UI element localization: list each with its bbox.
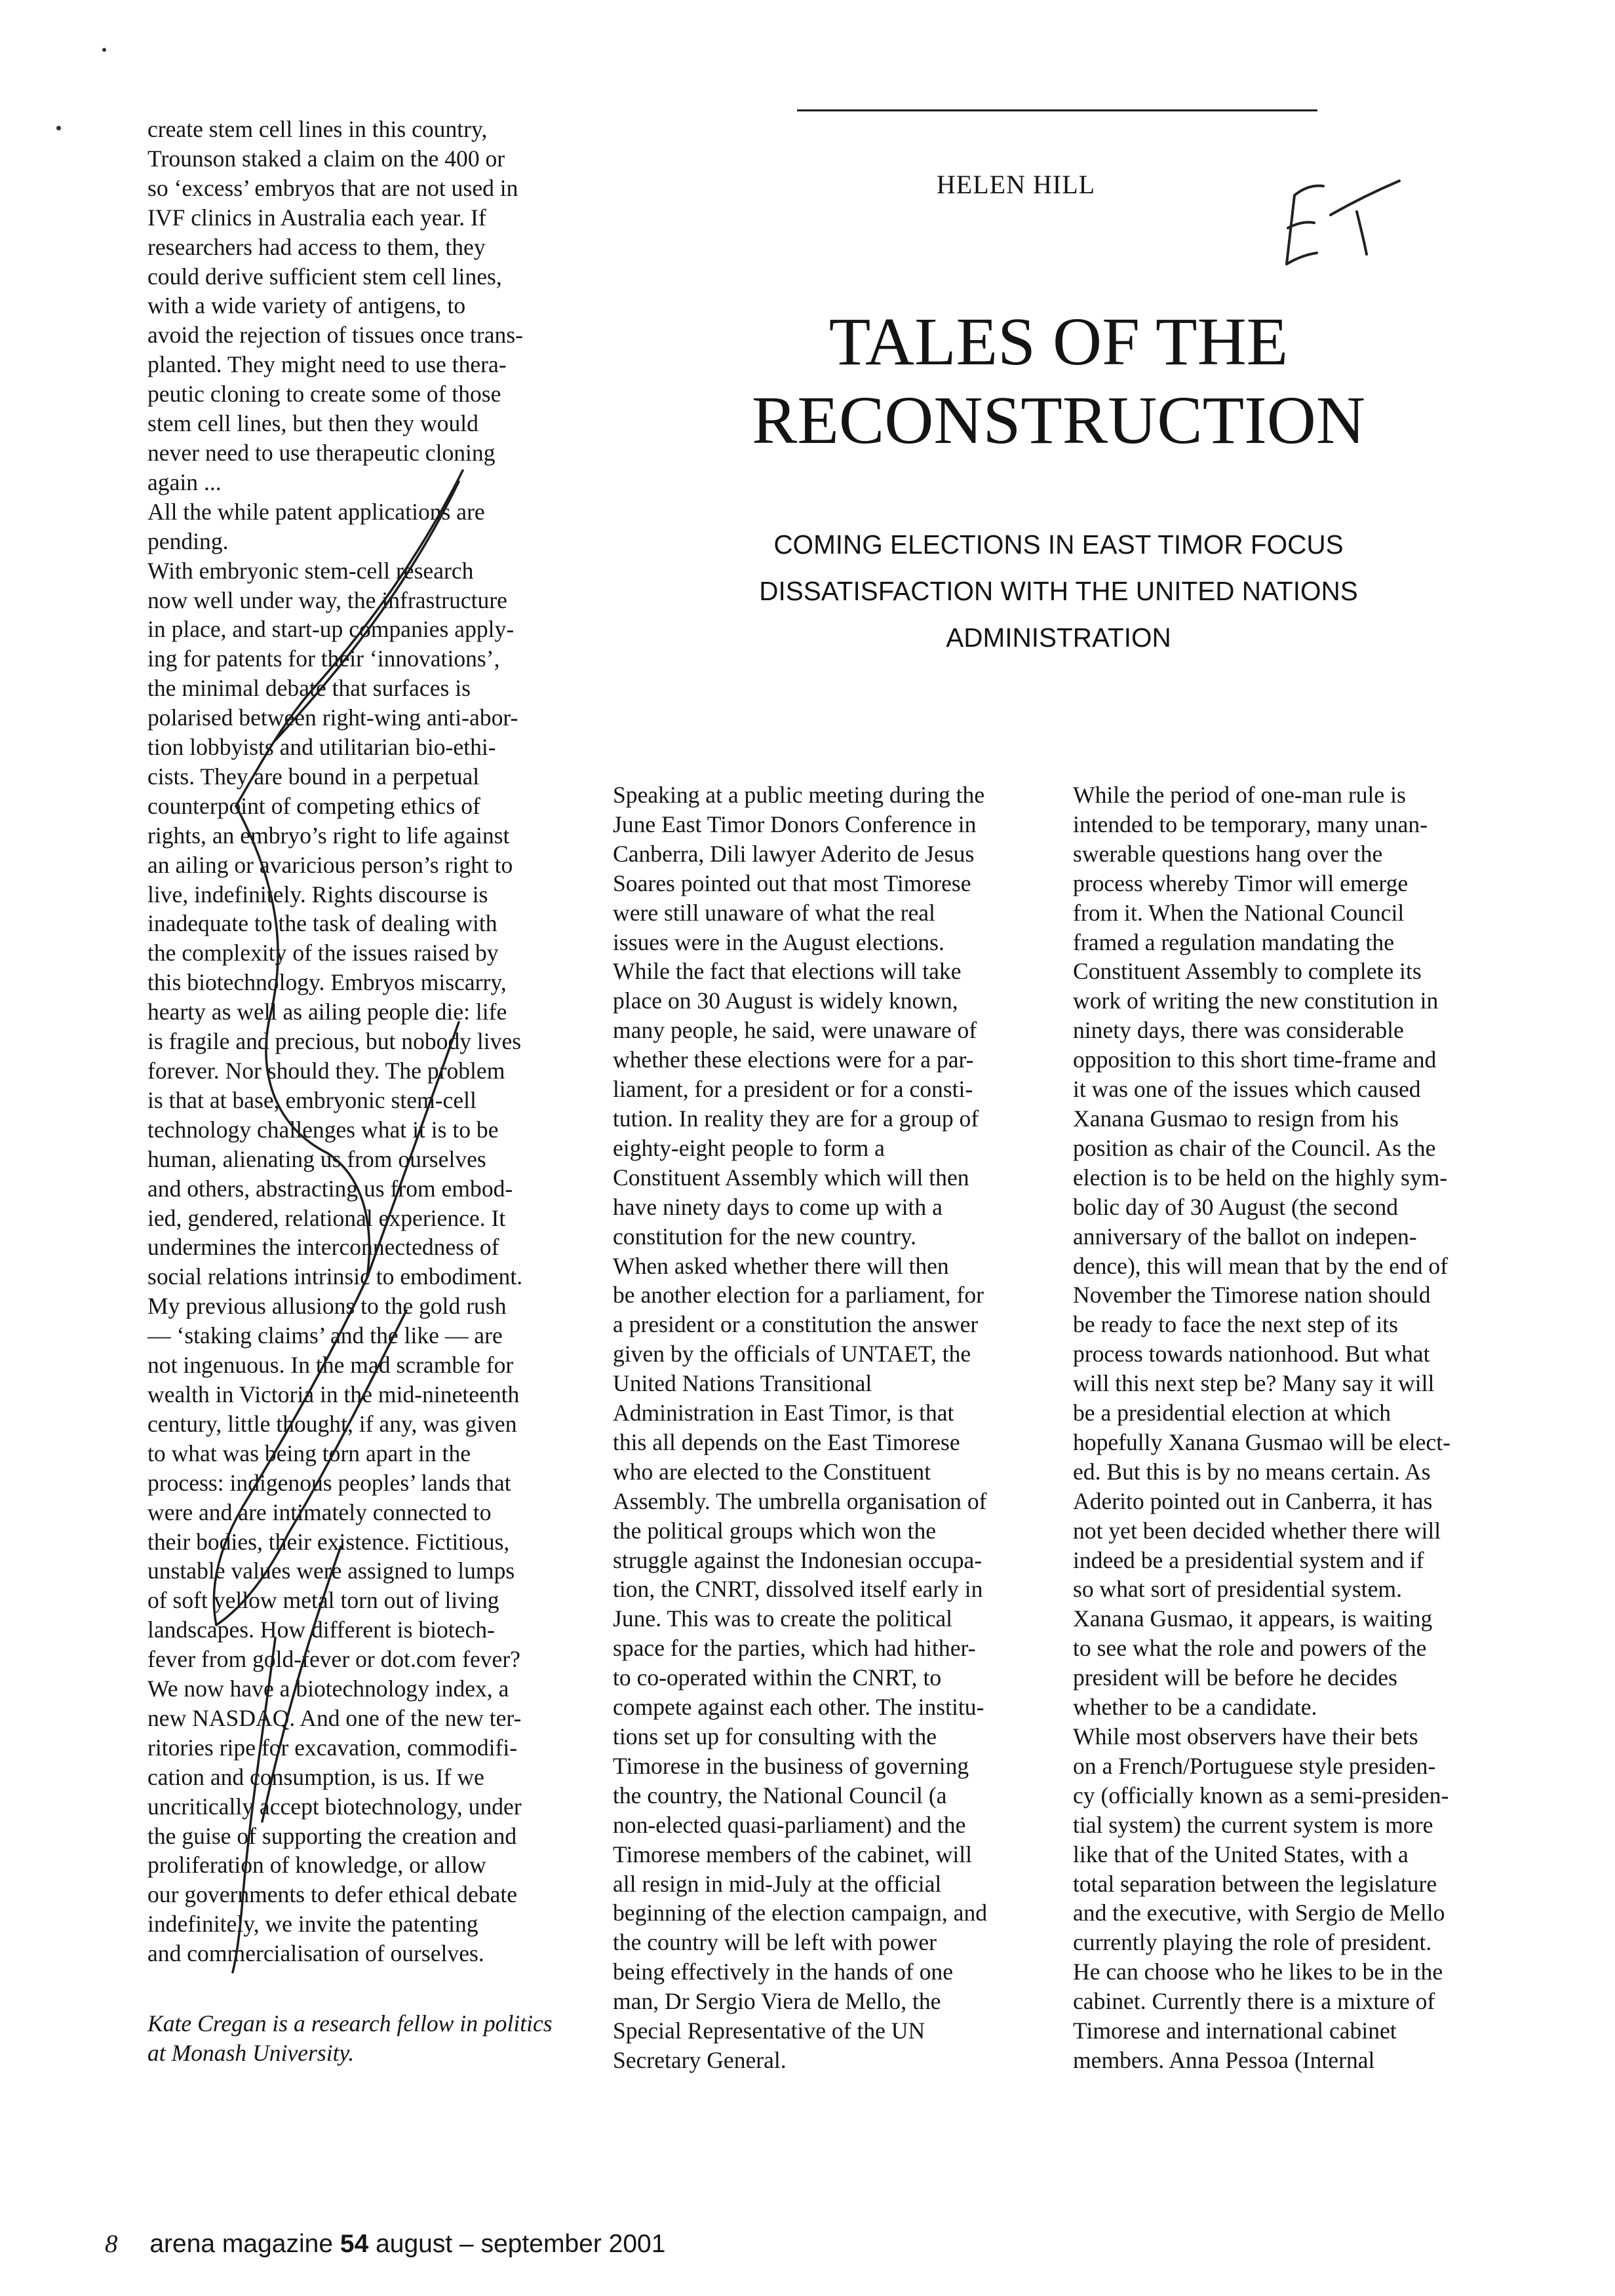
text-line: an ailing or avaricious person’s right to: [147, 851, 513, 878]
text-line: inadequate to the task of dealing with: [147, 910, 497, 937]
text-line: new NASDAQ. And one of the new ter-: [147, 1704, 522, 1731]
text-line: the country will be left with power: [613, 1929, 937, 1956]
text-line: cy (officially known as a semi-presiden-: [1073, 1782, 1449, 1808]
text-line: whether to be a candidate.: [1073, 1694, 1317, 1721]
text-line: were and are intimately connected to: [147, 1499, 492, 1525]
page-number: 8: [105, 2230, 118, 2258]
text-line: Constituent Assembly to complete its: [1073, 958, 1422, 985]
text-line: of soft yellow metal torn out of living: [147, 1587, 499, 1614]
text-line: human, alienating us from ourselves: [147, 1145, 486, 1172]
text-line: June East Timor Donors Conference in: [613, 811, 977, 837]
text-line: compete against each other. The institu-: [613, 1694, 984, 1721]
text-line: and commercialisation of ourselves.: [147, 1940, 484, 1967]
text-line: ninety days, there was considerable: [1073, 1017, 1404, 1044]
text-line: currently playing the role of president.: [1073, 1929, 1432, 1956]
text-line: many people, he said, were unaware of: [613, 1017, 977, 1044]
text-line: process whereby Timor will emerge: [1073, 870, 1409, 896]
text-line: Kate Cregan is a research fellow in politics: [147, 2010, 553, 2037]
text-line: wealth in Victoria in the mid-nineteenth: [147, 1381, 520, 1407]
text-line: were still unaware of what the real: [613, 899, 935, 926]
text-line: and others, abstracting us from embod-: [147, 1175, 513, 1202]
text-line: in place, and start-up companies apply-: [147, 616, 515, 643]
text-line: whether these elections were for a par-: [613, 1046, 974, 1073]
text-line: hearty as well as ailing people die: life: [147, 999, 507, 1025]
text-line: All the while patent applications are: [147, 498, 485, 525]
article-subtitle: [721, 522, 1396, 661]
text-line: tution. In reality they are for a group of: [613, 1105, 979, 1132]
text-line: Timorese members of the cabinet, will: [613, 1841, 973, 1867]
text-line: from it. When the National Council: [1073, 899, 1405, 926]
text-line: position as chair of the Council. As the: [1073, 1134, 1436, 1161]
text-line: He can choose who he likes to be in the: [1073, 1959, 1443, 1985]
text-line: Secretary General.: [613, 2046, 787, 2073]
text-line: IVF clinics in Australia each year. If: [147, 204, 486, 231]
text-line: eighty-eight people to form a: [613, 1134, 885, 1161]
text-line: so what sort of presidential system.: [1073, 1576, 1402, 1603]
text-line: My previous allusions to the gold rush: [147, 1293, 507, 1320]
text-line: like that of the United States, with a: [1073, 1841, 1409, 1867]
text-line: live, indefinitely. Rights discourse is: [147, 881, 488, 908]
author-bio: [147, 2009, 553, 2068]
text-line: be another election for a parliament, for: [613, 1282, 984, 1309]
text-line: forever. Nor should they. The problem: [147, 1058, 505, 1084]
text-line: Xanana Gusmao to resign from his: [1073, 1105, 1399, 1132]
right-column-text: [1073, 780, 1450, 2075]
text-line: United Nations Transitional: [613, 1370, 872, 1397]
text-line: this biotechnology. Embryos miscarry,: [147, 969, 507, 996]
text-line: Timorese and international cabinet: [1073, 2018, 1397, 2044]
text-line: with a wide variety of antigens, to: [147, 292, 466, 319]
text-line: stem cell lines, but then they would: [147, 410, 478, 437]
text-line: is fragile and precious, but nobody lives: [147, 1028, 522, 1055]
text-line: ing for patents for their ‘innovations’,: [147, 645, 500, 672]
text-line: November the Timorese nation should: [1073, 1282, 1431, 1309]
text-line: beginning of the election campaign, and: [613, 1900, 988, 1926]
text-line: We now have a biotechnology index, a: [147, 1675, 509, 1702]
text-line: counterpoint of competing ethics of: [147, 792, 480, 819]
text-line: century, little thought, if any, was given: [147, 1410, 517, 1437]
text-line: non-elected quasi-parliament) and the: [613, 1811, 966, 1838]
text-line: at Monash University.: [147, 2039, 355, 2066]
text-line: again ...: [147, 469, 222, 495]
text-line: to see what the role and powers of the: [1073, 1635, 1427, 1662]
text-line: While most observers have their bets: [1073, 1723, 1418, 1750]
text-line: our governments to defer ethical debate: [147, 1881, 518, 1908]
text-line: tions set up for consulting with the: [613, 1723, 937, 1750]
left-column-text: [147, 115, 523, 1968]
issue-number: 54: [340, 2230, 369, 2258]
text-line: swerable questions hang over the: [1073, 840, 1383, 867]
text-line: dence), this will mean that by the end of: [1073, 1252, 1449, 1279]
text-line: their bodies, their existence. Fictitious,: [147, 1528, 510, 1555]
text-line: be ready to face the next step of its: [1073, 1311, 1398, 1338]
text-line: While the period of one-man rule is: [1073, 782, 1406, 808]
text-line: ed. But this is by no means certain. As: [1073, 1458, 1431, 1485]
text-line: president will be before he decides: [1073, 1664, 1397, 1691]
text-line: not ingenuous. In the mad scramble for: [147, 1352, 514, 1379]
text-line: With embryonic stem-cell research: [147, 557, 474, 584]
title-line: TALES OF THE: [828, 304, 1289, 379]
title-line: RECONSTRUCTION: [751, 383, 1366, 458]
text-line: work of writing the new constitution in: [1073, 987, 1439, 1014]
text-line: the guise of supporting the creation and: [147, 1822, 517, 1849]
text-line: Administration in East Timor, is that: [613, 1400, 954, 1426]
text-line: it was one of the issues which caused: [1073, 1076, 1421, 1103]
text-line: the political groups which won the: [613, 1517, 937, 1544]
text-line: Canberra, Dili lawyer Aderito de Jesus: [613, 840, 975, 867]
text-line: cabinet. Currently there is a mixture of: [1073, 1988, 1435, 2015]
article-title: [741, 303, 1376, 460]
text-line: Aderito pointed out in Canberra, it has: [1073, 1487, 1433, 1514]
text-line: create stem cell lines in this country,: [147, 116, 488, 142]
text-line: bolic day of 30 August (the second: [1073, 1193, 1399, 1220]
text-line: space for the parties, which had hither-: [613, 1635, 976, 1662]
text-line: process towards nationhood. But what: [1073, 1341, 1430, 1368]
text-line: to co-operated within the CNRT, to: [613, 1664, 942, 1691]
text-line: landscapes. How different is biotech-: [147, 1617, 495, 1643]
text-line: so ‘excess’ embryos that are not used in: [147, 174, 518, 201]
text-line: framed a regulation mandating the: [1073, 928, 1394, 955]
author-byline: HELEN HILL: [936, 170, 1096, 199]
text-line: Speaking at a public meeting during the: [613, 782, 985, 808]
text-line: While the fact that elections will take: [613, 958, 962, 985]
text-line: When asked whether there will then: [613, 1252, 949, 1279]
text-line: never need to use therapeutic cloning: [147, 439, 496, 466]
text-line: polarised between right-wing anti-abor-: [147, 704, 518, 731]
text-line: place on 30 August is widely known,: [613, 987, 958, 1014]
issue-date: august – september 2001: [376, 2230, 666, 2258]
text-line: a president or a constitution the answer: [613, 1311, 979, 1338]
text-line: Special Representative of the UN: [613, 2018, 925, 2044]
text-line: who are elected to the Constituent: [613, 1458, 931, 1485]
text-line: fever from gold-fever or dot.com fever?: [147, 1646, 520, 1673]
scan-speck: [56, 126, 61, 130]
text-line: peutic cloning to create some of those: [147, 381, 501, 408]
text-line: be a presidential election at which: [1073, 1400, 1391, 1426]
text-line: process: indigenous peoples’ lands that: [147, 1469, 511, 1496]
text-line: unstable values were assigned to lumps: [147, 1558, 515, 1584]
text-line: is that at base, embryonic stem-cell: [147, 1086, 477, 1113]
text-line: — ‘staking claims’ and the like — are: [147, 1322, 503, 1349]
text-line: ritories ripe for excavation, commodifi-: [147, 1734, 518, 1761]
scan-speck: [102, 48, 106, 52]
text-line: could derive sufficient stem cell lines,: [147, 263, 502, 290]
subtitle-line: ADMINISTRATION: [946, 622, 1171, 653]
text-line: tion lobbyists and utilitarian bio-ethi-: [147, 734, 496, 761]
text-line: issues were in the August elections.: [613, 928, 944, 955]
text-line: on a French/Portuguese style presiden-: [1073, 1752, 1436, 1779]
text-line: this all depends on the East Timorese: [613, 1428, 960, 1455]
text-line: members. Anna Pessoa (Internal: [1073, 2046, 1375, 2073]
text-line: cation and consumption, is us. If we: [147, 1763, 484, 1790]
text-line: to what was being torn apart in the: [147, 1440, 471, 1466]
text-line: ied, gendered, relational experience. It: [147, 1204, 506, 1231]
text-line: now well under way, the infrastructure: [147, 586, 507, 613]
text-line: election is to be held on the highly sym-: [1073, 1164, 1448, 1191]
text-line: all resign in mid-July at the official: [613, 1870, 942, 1897]
text-line: Soares pointed out that most Timorese: [613, 870, 971, 896]
text-line: Trounson staked a claim on the 400 or: [147, 145, 505, 172]
text-line: technology challenges what it is to be: [147, 1116, 499, 1143]
text-line: uncritically accept biotechnology, under: [147, 1793, 522, 1820]
text-line: researchers had access to them, they: [147, 233, 486, 260]
magazine-name: arena magazine: [149, 2230, 334, 2258]
text-line: indefinitely, we invite the patenting: [147, 1911, 478, 1938]
text-line: anniversary of the ballot on indepen-: [1073, 1223, 1417, 1250]
text-line: tial system) the current system is more: [1073, 1811, 1433, 1838]
text-line: and the executive, with Sergio de Mello: [1073, 1900, 1445, 1926]
text-line: the minimal debate that surfaces is: [147, 675, 471, 702]
text-line: not yet been decided whether there will: [1073, 1517, 1441, 1544]
text-line: social relations intrinsic to embodiment.: [147, 1263, 523, 1290]
text-line: have ninety days to come up with a: [613, 1193, 943, 1220]
text-line: indeed be a presidential system and if: [1073, 1546, 1424, 1573]
text-line: total separation between the legislature: [1073, 1870, 1437, 1897]
text-line: tion, the CNRT, dissolved itself early in: [613, 1576, 983, 1603]
text-line: constitution for the new country.: [613, 1223, 917, 1250]
text-line: the complexity of the issues raised by: [147, 940, 499, 966]
text-line: proliferation of knowledge, or allow: [147, 1852, 486, 1879]
text-line: Timorese in the business of governing: [613, 1752, 969, 1779]
page-footer: [105, 2229, 665, 2259]
text-line: the country, the National Council (a: [613, 1782, 947, 1808]
text-line: liament, for a president or for a consti-: [613, 1076, 973, 1103]
text-line: planted. They might need to use thera-: [147, 351, 507, 378]
text-line: Xanana Gusmao, it appears, is waiting: [1073, 1605, 1433, 1632]
text-line: June. This was to create the political: [613, 1605, 953, 1632]
text-line: being effectively in the hands of one: [613, 1959, 954, 1985]
text-line: struggle against the Indonesian occupa-: [613, 1546, 983, 1573]
middle-column-text: [613, 780, 987, 2075]
text-line: man, Dr Sergio Viera de Mello, the: [613, 1988, 941, 2015]
text-line: intended to be temporary, many unan-: [1073, 811, 1428, 837]
text-line: Assembly. The umbrella organisation of: [613, 1487, 987, 1514]
subtitle-line: COMING ELECTIONS IN EAST TIMOR FOCUS: [773, 529, 1344, 560]
text-line: will this next step be? Many say it will: [1073, 1370, 1435, 1397]
text-line: avoid the rejection of tissues once trans-: [147, 322, 524, 349]
text-line: rights, an embryo’s right to life against: [147, 822, 510, 849]
text-line: opposition to this short time-frame and: [1073, 1046, 1437, 1073]
text-line: undermines the interconnectedness of: [147, 1234, 499, 1261]
subtitle-line: DISSATISFACTION WITH THE UNITED NATIONS: [759, 576, 1358, 606]
text-line: hopefully Xanana Gusmao will be elect-: [1073, 1428, 1450, 1455]
handwritten-et-mark: [1268, 176, 1412, 274]
text-line: given by the officials of UNTAET, the: [613, 1341, 971, 1368]
text-line: cists. They are bound in a perpetual: [147, 763, 480, 790]
header-rule: [797, 109, 1317, 111]
text-line: pending.: [147, 527, 229, 554]
text-line: Constituent Assembly which will then: [613, 1164, 969, 1191]
